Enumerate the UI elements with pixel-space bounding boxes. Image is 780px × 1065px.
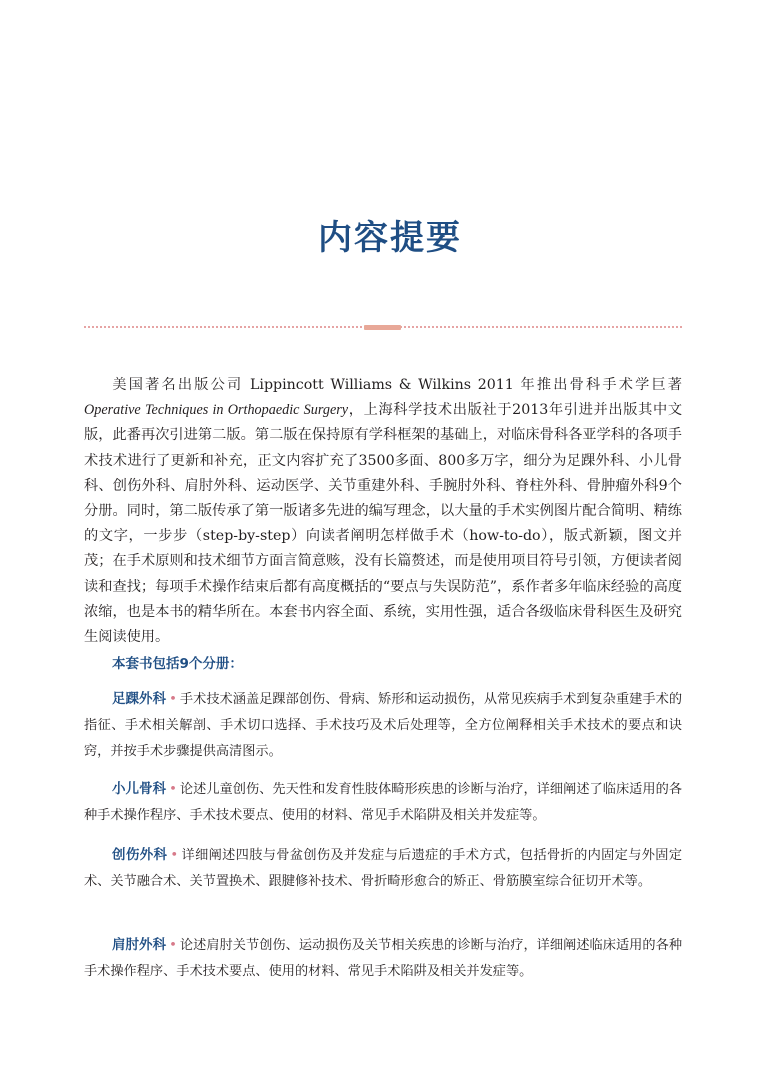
volume-item-foot-ankle xyxy=(84,686,682,765)
volume-description: 论述肩肘关节创伤、运动损伤及关节相关疾患的诊断与治疗，详细阐述临床适用的各种手术操作程序、手术技术要点、使用的材料、常见手术陷阱及相关并发症等。 xyxy=(84,938,683,979)
intro-paragraph xyxy=(84,373,682,650)
volumes-heading: 本套书包括9个分册： xyxy=(112,656,243,672)
volume-name: 肩肘外科 xyxy=(112,937,167,953)
intro-book-title-en: Operative Techniques in Orthopaedic Surgery xyxy=(84,402,349,419)
volume-description: 论述儿童创伤、先天性和发育性肢体畸形疾患的诊断与治疗，详细阐述了临床适用的各种手术操作程序、手术技术要点、使用的材料、常见手术陷阱及相关并发症等。 xyxy=(84,782,683,823)
bullet-dot-icon: • xyxy=(169,938,177,953)
volume-item-pediatric xyxy=(84,776,682,829)
divider-accent-bar xyxy=(364,325,401,330)
volume-name: 创伤外科 xyxy=(112,847,168,863)
volume-description: 详细阐述四肢与骨盆创伤及并发症与后遗症的手术方式，包括骨折的内固定与外固定术、关节融合术、关节置换术、跟腱修补技术、骨折畸形愈合的矫正、骨筋膜室综合征切开术等。 xyxy=(84,848,683,889)
bullet-dot-icon: • xyxy=(169,692,177,707)
page-title: 内容提要 xyxy=(318,218,462,258)
volume-name: 小儿骨科 xyxy=(112,781,167,797)
volume-name: 足踝外科 xyxy=(112,691,167,707)
bullet-dot-icon: • xyxy=(170,848,179,863)
bullet-dot-icon: • xyxy=(169,782,177,797)
volume-description: 手术技术涵盖足踝部创伤、骨病、矫形和运动损伤，从常见疾病手术到复杂重建手术的指征、手术相关解剖、手术切口选择、手术技巧及术后处理等，全方位阐释相关手术技术的要点和诀窍，并按手术步骤提供高清图示。 xyxy=(84,692,683,759)
intro-text-part2: ，上海科学技术出版社于2013年引进并出版其中文版，此番再次引进第二版。第二版在保持原有学科框架的基础上，对临床骨科各亚学科的各项手术技术进行了更新和补充，正文内容扩充了3500多面、800多万字，细分为足踝外科、小儿骨科、创伤外科、肩肘外科、运动医学、关节重建外科、手腕肘外科、脊柱外科、骨肿瘤外科9个分册。同时，第二版传承了第一版诸多先进的编写理念，以大量的手术实例图片配合简明、精练的文字，一步步（step-by-step）向读者阐明怎样做手术（how-to-do），版式新颖，图文并茂；在手术原则和技术细节方面言简意赅，没有长篇赘述，而是使用项目符号引领，方便读者阅读和查找；每项手术操作结束后都有高度概括的“要点与失误防范”，系作者多年临床经验的高度浓缩，也是本书的精华所在。本套书内容全面、系统，实用性强，适合各级临床骨科医生及研究生阅读使用。 xyxy=(84,402,683,646)
volume-item-shoulder-elbow xyxy=(84,932,682,985)
intro-text-part1: 美国著名出版公司 Lippincott Williams & Wilkins 2011 年推出骨科手术学巨著 xyxy=(112,377,682,393)
volume-item-trauma xyxy=(84,842,682,895)
